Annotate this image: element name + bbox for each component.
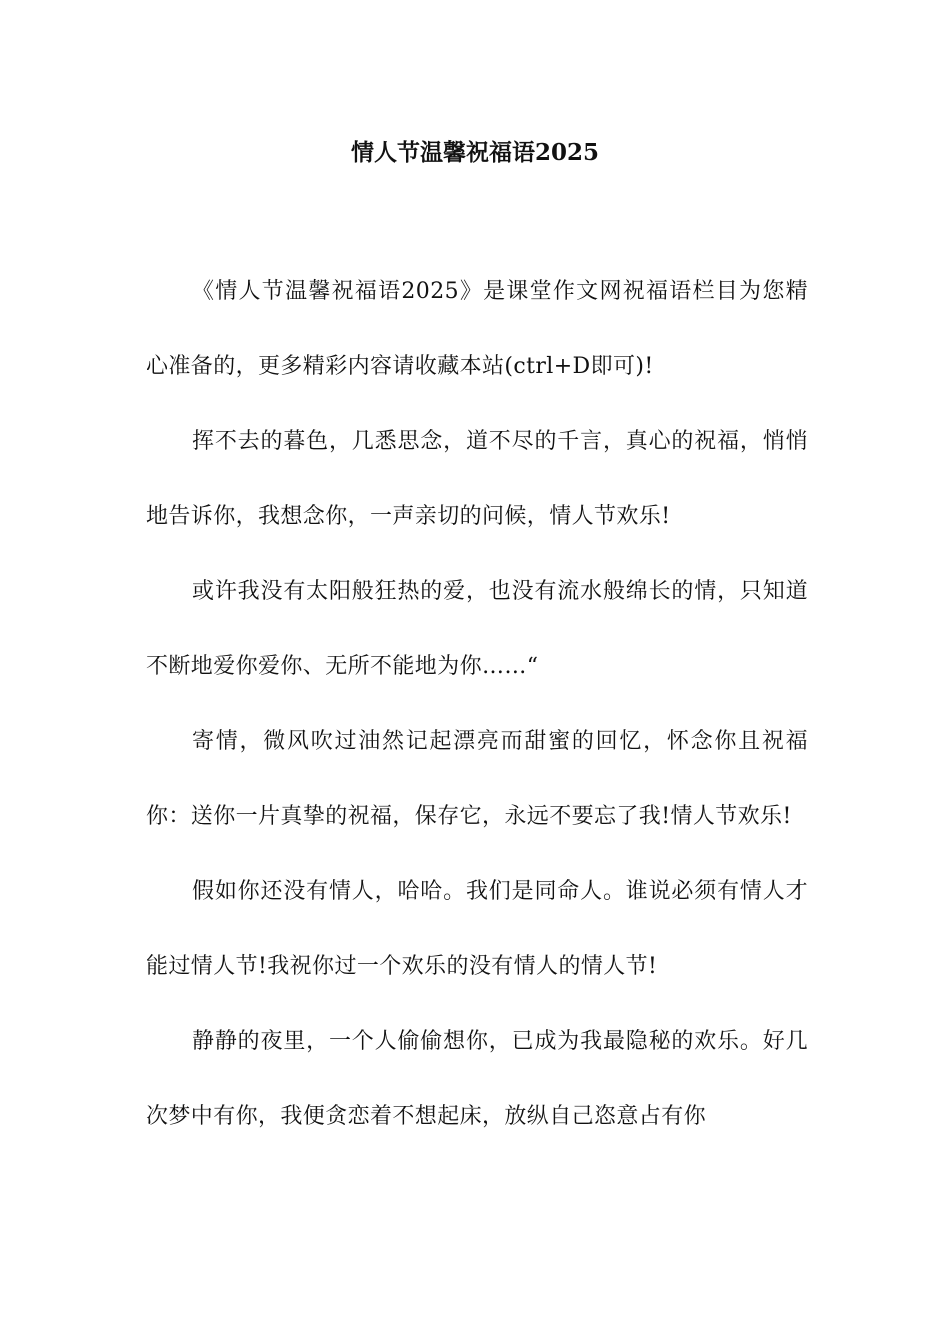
paragraph: 静静的夜里，一个人偷偷想你，已成为我最隐秘的欢乐。好几次梦中有你，我便贪恋着不想起床，放纵自己恣意占有你	[146, 1029, 808, 1129]
paragraph: 《情人节温馨祝福语2025》是课堂作文网祝福语栏目为您精心准备的，更多精彩内容请收藏本站(ctrl+D即可)!	[146, 279, 808, 379]
paragraph: 或许我没有太阳般狂热的爱，也没有流水般绵长的情，只知道不断地爱你爱你、无所不能地为你……“	[146, 579, 808, 679]
paragraph: 假如你还没有情人，哈哈。我们是同命人。谁说必须有情人才能过情人节!我祝你过一个欢乐的没有情人的情人节!	[146, 879, 808, 979]
paragraph: 寄情，微风吹过油然记起漂亮而甜蜜的回忆，怀念你且祝福你：送你一片真挚的祝福，保存它，永远不要忘了我!情人节欢乐!	[146, 729, 808, 829]
document-body	[146, 254, 808, 1154]
paragraph: 挥不去的暮色，几悉思念，道不尽的千言，真心的祝福，悄悄地告诉你，我想念你，一声亲切的问候，情人节欢乐!	[146, 429, 808, 529]
page-title: 情人节温馨祝福语2025	[350, 139, 599, 166]
